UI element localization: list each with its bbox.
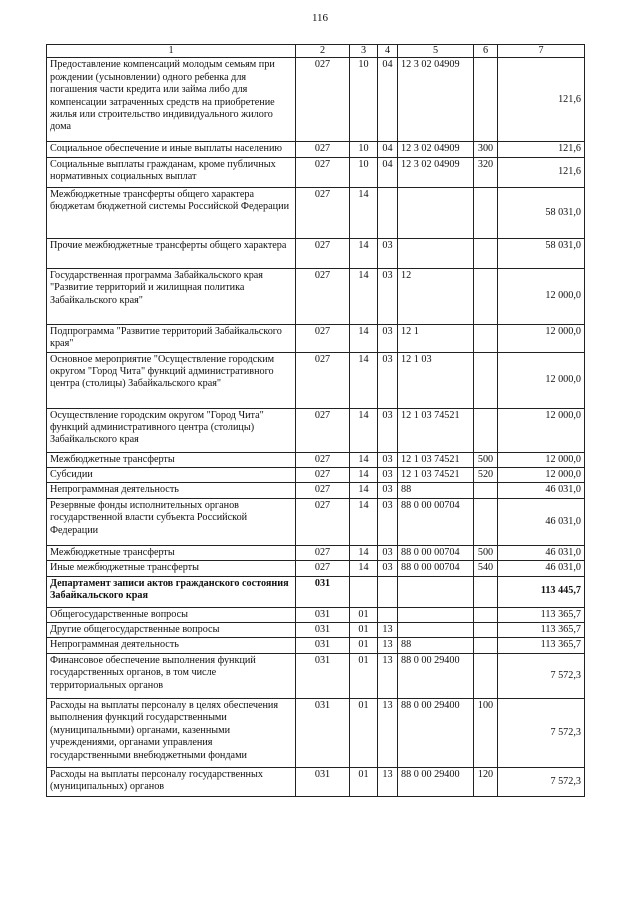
cell-expense-type: 520 (474, 468, 498, 483)
cell-section: 01 (350, 767, 378, 796)
row-name: Другие общегосударственные вопросы (47, 623, 296, 638)
row-name: Субсидии (47, 468, 296, 483)
cell-target-article: 88 (398, 638, 474, 653)
cell-admin-code: 031 (296, 653, 350, 698)
cell-admin-code: 027 (296, 352, 350, 408)
cell-section: 10 (350, 58, 378, 142)
page-number: 116 (311, 12, 329, 24)
col-header-5: 5 (398, 45, 474, 58)
cell-expense-type (474, 58, 498, 142)
table-row (47, 408, 585, 452)
table-row (47, 576, 585, 607)
cell-expense-type (474, 324, 498, 352)
cell-target-article: 12 1 03 74521 (398, 468, 474, 483)
cell-amount: 12 000,0 (498, 352, 585, 408)
cell-subsection: 03 (378, 324, 398, 352)
cell-section: 01 (350, 638, 378, 653)
cell-subsection: 03 (378, 498, 398, 545)
cell-subsection: 03 (378, 352, 398, 408)
cell-subsection: 03 (378, 483, 398, 498)
cell-section: 14 (350, 352, 378, 408)
cell-target-article: 88 0 00 00704 (398, 561, 474, 576)
cell-admin-code: 027 (296, 238, 350, 268)
cell-subsection (378, 576, 398, 607)
table-row (47, 58, 585, 142)
cell-target-article: 12 3 02 04909 (398, 58, 474, 142)
cell-admin-code: 027 (296, 142, 350, 157)
table-row (47, 653, 585, 698)
cell-amount: 113 365,7 (498, 607, 585, 622)
table-row (47, 142, 585, 157)
cell-target-article: 12 1 (398, 324, 474, 352)
row-name: Финансовое обеспечение выполнения функций государственных органов, в том числе территориальных органов (47, 653, 296, 698)
cell-amount: 46 031,0 (498, 483, 585, 498)
cell-admin-code: 027 (296, 187, 350, 238)
cell-target-article (398, 576, 474, 607)
row-name: Предоставление компенсаций молодым семьям при рождении (усыновлении) одного ребенка для погашения части кредита или займа либо для компенсации затраченных средств на приобретение жилья или строительство индивидуального жилого дома (47, 58, 296, 142)
cell-admin-code: 027 (296, 498, 350, 545)
cell-target-article: 12 1 03 74521 (398, 408, 474, 452)
cell-amount: 121,6 (498, 58, 585, 142)
cell-admin-code: 031 (296, 638, 350, 653)
cell-target-article: 12 1 03 (398, 352, 474, 408)
table-row (47, 483, 585, 498)
table-row (47, 607, 585, 622)
cell-section: 01 (350, 653, 378, 698)
cell-subsection: 03 (378, 268, 398, 324)
row-name: Подпрограмма "Развитие территорий Забайкальского края" (47, 324, 296, 352)
cell-expense-type: 500 (474, 545, 498, 560)
table-row (47, 468, 585, 483)
row-name: Социальное обеспечение и иные выплаты населению (47, 142, 296, 157)
cell-subsection: 03 (378, 561, 398, 576)
cell-expense-type (474, 498, 498, 545)
cell-section: 01 (350, 607, 378, 622)
cell-target-article: 12 (398, 268, 474, 324)
cell-expense-type: 100 (474, 698, 498, 767)
cell-expense-type: 120 (474, 767, 498, 796)
row-name: Прочие межбюджетные трансферты общего характера (47, 238, 296, 268)
cell-amount: 113 365,7 (498, 638, 585, 653)
cell-section: 01 (350, 698, 378, 767)
cell-target-article: 12 3 02 04909 (398, 142, 474, 157)
cell-amount: 12 000,0 (498, 408, 585, 452)
cell-expense-type (474, 483, 498, 498)
cell-amount: 12 000,0 (498, 324, 585, 352)
cell-amount: 121,6 (498, 157, 585, 187)
cell-expense-type (474, 623, 498, 638)
cell-subsection: 13 (378, 623, 398, 638)
table-row (47, 623, 585, 638)
cell-admin-code: 027 (296, 408, 350, 452)
cell-section: 14 (350, 483, 378, 498)
cell-expense-type: 500 (474, 452, 498, 467)
cell-expense-type (474, 408, 498, 452)
row-name: Межбюджетные трансферты (47, 452, 296, 467)
cell-subsection: 03 (378, 545, 398, 560)
cell-expense-type (474, 352, 498, 408)
cell-admin-code: 027 (296, 468, 350, 483)
row-name: Межбюджетные трансферты (47, 545, 296, 560)
cell-expense-type: 300 (474, 142, 498, 157)
col-header-6: 6 (474, 45, 498, 58)
table-row (47, 498, 585, 545)
table-row (47, 238, 585, 268)
cell-target-article: 88 0 00 00704 (398, 545, 474, 560)
cell-subsection: 13 (378, 638, 398, 653)
cell-admin-code: 027 (296, 483, 350, 498)
row-name: Общегосударственные вопросы (47, 607, 296, 622)
table-row (47, 638, 585, 653)
row-name: Основное мероприятие "Осуществление городским округом "Город Чита" функций административного центра (столицы) Забайкальского края" (47, 352, 296, 408)
table-row (47, 767, 585, 796)
table-row (47, 698, 585, 767)
cell-expense-type (474, 638, 498, 653)
cell-section (350, 576, 378, 607)
cell-subsection: 13 (378, 653, 398, 698)
row-name: Межбюджетные трансферты общего характера бюджетам бюджетной системы Российской Федерации (47, 187, 296, 238)
cell-amount: 7 572,3 (498, 698, 585, 767)
cell-amount: 58 031,0 (498, 187, 585, 238)
cell-target-article: 88 (398, 483, 474, 498)
cell-section: 14 (350, 498, 378, 545)
cell-amount: 12 000,0 (498, 468, 585, 483)
cell-section: 14 (350, 545, 378, 560)
cell-subsection: 03 (378, 408, 398, 452)
row-name: Иные межбюджетные трансферты (47, 561, 296, 576)
cell-amount: 113 445,7 (498, 576, 585, 607)
col-header-2: 2 (296, 45, 350, 58)
cell-section: 14 (350, 187, 378, 238)
cell-section: 10 (350, 157, 378, 187)
cell-section: 14 (350, 452, 378, 467)
cell-expense-type (474, 576, 498, 607)
cell-target-article: 88 0 00 00704 (398, 498, 474, 545)
cell-amount: 121,6 (498, 142, 585, 157)
col-header-7: 7 (498, 45, 585, 58)
cell-subsection: 04 (378, 58, 398, 142)
row-name: Департамент записи актов гражданского состояния Забайкальского края (47, 576, 296, 607)
cell-expense-type (474, 653, 498, 698)
row-name: Государственная программа Забайкальского края "Развитие территорий и жилищная политика Забайкальского края" (47, 268, 296, 324)
cell-admin-code: 031 (296, 607, 350, 622)
cell-section: 14 (350, 561, 378, 576)
table-row (47, 352, 585, 408)
cell-expense-type (474, 187, 498, 238)
cell-amount: 7 572,3 (498, 767, 585, 796)
cell-subsection: 13 (378, 698, 398, 767)
cell-subsection: 03 (378, 452, 398, 467)
cell-subsection: 03 (378, 238, 398, 268)
col-header-4: 4 (378, 45, 398, 58)
cell-target-article: 88 0 00 29400 (398, 698, 474, 767)
cell-amount: 113 365,7 (498, 623, 585, 638)
cell-amount: 58 031,0 (498, 238, 585, 268)
cell-admin-code: 027 (296, 157, 350, 187)
row-name: Социальные выплаты гражданам, кроме публичных нормативных социальных выплат (47, 157, 296, 187)
budget-table (46, 44, 585, 797)
cell-subsection: 03 (378, 468, 398, 483)
row-name: Непрограммная деятельность (47, 638, 296, 653)
cell-expense-type: 320 (474, 157, 498, 187)
cell-section: 14 (350, 408, 378, 452)
cell-amount: 7 572,3 (498, 653, 585, 698)
cell-admin-code: 031 (296, 576, 350, 607)
table-row (47, 561, 585, 576)
cell-amount: 46 031,0 (498, 545, 585, 560)
cell-target-article: 12 1 03 74521 (398, 452, 474, 467)
table-row (47, 545, 585, 560)
cell-target-article (398, 607, 474, 622)
cell-admin-code: 027 (296, 545, 350, 560)
cell-admin-code: 027 (296, 58, 350, 142)
table-row (47, 324, 585, 352)
cell-expense-type (474, 238, 498, 268)
col-header-1: 1 (47, 45, 296, 58)
cell-amount: 46 031,0 (498, 561, 585, 576)
table-row (47, 452, 585, 467)
cell-target-article (398, 623, 474, 638)
cell-admin-code: 027 (296, 324, 350, 352)
row-name: Осуществление городским округом "Город Чита" функций административного центра (столицы) Забайкальского края (47, 408, 296, 452)
row-name: Непрограммная деятельность (47, 483, 296, 498)
cell-admin-code: 027 (296, 268, 350, 324)
cell-section: 10 (350, 142, 378, 157)
table-row (47, 157, 585, 187)
cell-amount: 12 000,0 (498, 268, 585, 324)
cell-admin-code: 031 (296, 767, 350, 796)
cell-target-article (398, 238, 474, 268)
cell-subsection: 04 (378, 157, 398, 187)
cell-subsection: 13 (378, 767, 398, 796)
table-row (47, 268, 585, 324)
cell-admin-code: 027 (296, 452, 350, 467)
cell-expense-type (474, 607, 498, 622)
cell-subsection (378, 187, 398, 238)
row-name: Резервные фонды исполнительных органов государственной власти субъекта Российской Федерации (47, 498, 296, 545)
cell-target-article (398, 187, 474, 238)
table-header-row (47, 45, 585, 58)
cell-amount: 12 000,0 (498, 452, 585, 467)
cell-admin-code: 031 (296, 623, 350, 638)
cell-target-article: 88 0 00 29400 (398, 653, 474, 698)
cell-admin-code: 031 (296, 698, 350, 767)
cell-section: 14 (350, 324, 378, 352)
cell-expense-type (474, 268, 498, 324)
cell-section: 14 (350, 238, 378, 268)
row-name: Расходы на выплаты персоналу государственных (муниципальных) органов (47, 767, 296, 796)
cell-amount: 46 031,0 (498, 498, 585, 545)
cell-subsection: 04 (378, 142, 398, 157)
cell-subsection (378, 607, 398, 622)
cell-section: 14 (350, 268, 378, 324)
col-header-3: 3 (350, 45, 378, 58)
cell-section: 14 (350, 468, 378, 483)
cell-target-article: 12 3 02 04909 (398, 157, 474, 187)
cell-expense-type: 540 (474, 561, 498, 576)
cell-section: 01 (350, 623, 378, 638)
cell-admin-code: 027 (296, 561, 350, 576)
table-row (47, 187, 585, 238)
row-name: Расходы на выплаты персоналу в целях обеспечения выполнения функций государственными (муниципальными) органами, казенными учреждениями, органами управления государственными внебюджетными фондами (47, 698, 296, 767)
cell-target-article: 88 0 00 29400 (398, 767, 474, 796)
